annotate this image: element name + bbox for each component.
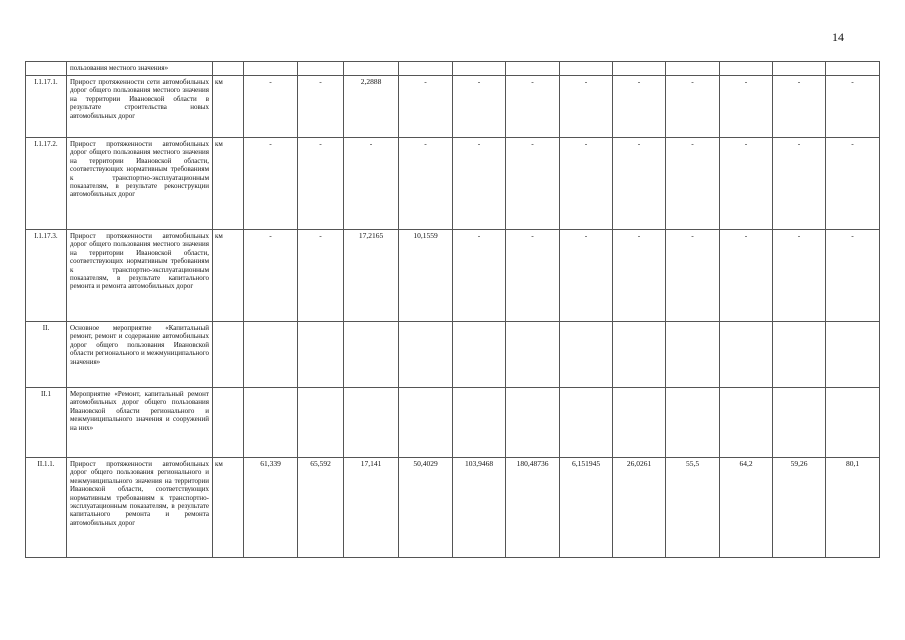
- row-unit: км: [213, 76, 244, 138]
- value-cell: [720, 388, 773, 458]
- row-name: Прирост протяженности сети автомобильных дорог общего пользования местного значения на территории Ивановской области в результате строительства новых автомобильных дорог: [67, 76, 213, 138]
- row-number: I.1.17.3.: [26, 230, 67, 322]
- value-cell: -: [826, 138, 880, 230]
- value-cell: [399, 322, 453, 388]
- value-cell: -: [560, 76, 613, 138]
- table-body: [26, 62, 880, 558]
- value-cell: -: [613, 138, 666, 230]
- value-cell: [298, 388, 344, 458]
- value-cell: -: [244, 76, 298, 138]
- value-cell: [720, 62, 773, 76]
- value-cell: -: [560, 138, 613, 230]
- row-name: Прирост протяженности автомобильных дорог общего пользования регионального и межмуниципального значения на территории Ивановской области, соответствующих нормативным требованиям к транспортно-эксплуатационным показателям, в результате капитального ремонта и ремонта автомобильных дорог: [67, 458, 213, 558]
- value-cell: 59,26: [773, 458, 826, 558]
- value-cell: 6,151945: [560, 458, 613, 558]
- value-cell: -: [506, 76, 560, 138]
- value-cell: -: [720, 230, 773, 322]
- value-cell: [453, 322, 506, 388]
- value-cell: [506, 388, 560, 458]
- value-cell: [244, 62, 298, 76]
- table-row: [26, 138, 880, 230]
- table-row: [26, 458, 880, 558]
- row-unit: км: [213, 458, 244, 558]
- row-unit: [213, 62, 244, 76]
- value-cell: -: [826, 76, 880, 138]
- value-cell: [399, 62, 453, 76]
- value-cell: -: [506, 230, 560, 322]
- value-cell: 17,141: [344, 458, 399, 558]
- value-cell: [826, 62, 880, 76]
- value-cell: [666, 62, 720, 76]
- value-cell: -: [344, 138, 399, 230]
- row-name: Прирост протяженности автомобильных дорог общего пользования местного значения на территории Ивановской области, соответствующих нормативным требованиям к транспортно-эксплуатационным показателям, в результате капитального ремонта и ремонта автомобильных дорог: [67, 230, 213, 322]
- value-cell: -: [560, 230, 613, 322]
- value-cell: -: [453, 76, 506, 138]
- row-unit: км: [213, 230, 244, 322]
- value-cell: [344, 322, 399, 388]
- value-cell: 65,592: [298, 458, 344, 558]
- table-row: [26, 322, 880, 388]
- value-cell: [613, 388, 666, 458]
- value-cell: 2,2888: [344, 76, 399, 138]
- row-name: Мероприятие «Ремонт, капитальный ремонт автомобильных дорог общего пользования Ивановской области регионального и межмуниципального значения и сооружений на них»: [67, 388, 213, 458]
- value-cell: -: [298, 138, 344, 230]
- value-cell: -: [826, 230, 880, 322]
- value-cell: -: [453, 230, 506, 322]
- value-cell: -: [298, 76, 344, 138]
- value-cell: 103,9468: [453, 458, 506, 558]
- value-cell: [720, 322, 773, 388]
- row-unit: [213, 322, 244, 388]
- row-unit: [213, 388, 244, 458]
- value-cell: 26,0261: [613, 458, 666, 558]
- value-cell: [244, 388, 298, 458]
- value-cell: 180,48736: [506, 458, 560, 558]
- value-cell: [244, 322, 298, 388]
- value-cell: 55,5: [666, 458, 720, 558]
- value-cell: -: [773, 138, 826, 230]
- row-unit: км: [213, 138, 244, 230]
- table-row: [26, 62, 880, 76]
- value-cell: [773, 62, 826, 76]
- value-cell: 50,4029: [399, 458, 453, 558]
- value-cell: [453, 388, 506, 458]
- value-cell: [826, 322, 880, 388]
- table-row: [26, 388, 880, 458]
- value-cell: [613, 322, 666, 388]
- value-cell: [613, 62, 666, 76]
- value-cell: [298, 62, 344, 76]
- value-cell: [298, 322, 344, 388]
- value-cell: -: [666, 230, 720, 322]
- value-cell: [773, 388, 826, 458]
- value-cell: [344, 388, 399, 458]
- value-cell: [560, 62, 613, 76]
- page-number: 14: [832, 30, 844, 44]
- value-cell: -: [244, 138, 298, 230]
- value-cell: -: [666, 76, 720, 138]
- row-name: пользования местного значения»: [67, 62, 213, 76]
- table-row: [26, 230, 880, 322]
- row-number: II.: [26, 322, 67, 388]
- value-cell: -: [720, 138, 773, 230]
- value-cell: 17,2165: [344, 230, 399, 322]
- value-cell: -: [399, 76, 453, 138]
- row-name: Основное мероприятие «Капитальный ремонт, ремонт и содержание автомобильных дорог общего пользования Ивановской области регионального и межмуниципального значения»: [67, 322, 213, 388]
- value-cell: [560, 322, 613, 388]
- row-number: I.1.17.1.: [26, 76, 67, 138]
- value-cell: -: [298, 230, 344, 322]
- value-cell: 61,339: [244, 458, 298, 558]
- value-cell: -: [773, 76, 826, 138]
- value-cell: [344, 62, 399, 76]
- value-cell: -: [666, 138, 720, 230]
- row-number: [26, 62, 67, 76]
- value-cell: 64,2: [720, 458, 773, 558]
- value-cell: -: [399, 138, 453, 230]
- value-cell: -: [244, 230, 298, 322]
- value-cell: -: [506, 138, 560, 230]
- value-cell: [399, 388, 453, 458]
- row-number: II.1.1.: [26, 458, 67, 558]
- value-cell: 80,1: [826, 458, 880, 558]
- value-cell: -: [453, 138, 506, 230]
- value-cell: [666, 322, 720, 388]
- indicators-table: [25, 61, 880, 558]
- value-cell: -: [773, 230, 826, 322]
- value-cell: -: [720, 76, 773, 138]
- row-name: Прирост протяженности автомобильных дорог общего пользования местного значения на территории Ивановской области, соответствующих нормативным требованиям к транспортно-эксплуатационным показателям, в результате реконструкции автомобильных дорог: [67, 138, 213, 230]
- row-number: I.1.17.2.: [26, 138, 67, 230]
- row-number: II.1: [26, 388, 67, 458]
- value-cell: [453, 62, 506, 76]
- value-cell: -: [613, 76, 666, 138]
- value-cell: [666, 388, 720, 458]
- value-cell: [826, 388, 880, 458]
- value-cell: [506, 322, 560, 388]
- value-cell: -: [613, 230, 666, 322]
- value-cell: [560, 388, 613, 458]
- table-row: [26, 76, 880, 138]
- value-cell: [773, 322, 826, 388]
- value-cell: 10,1559: [399, 230, 453, 322]
- value-cell: [506, 62, 560, 76]
